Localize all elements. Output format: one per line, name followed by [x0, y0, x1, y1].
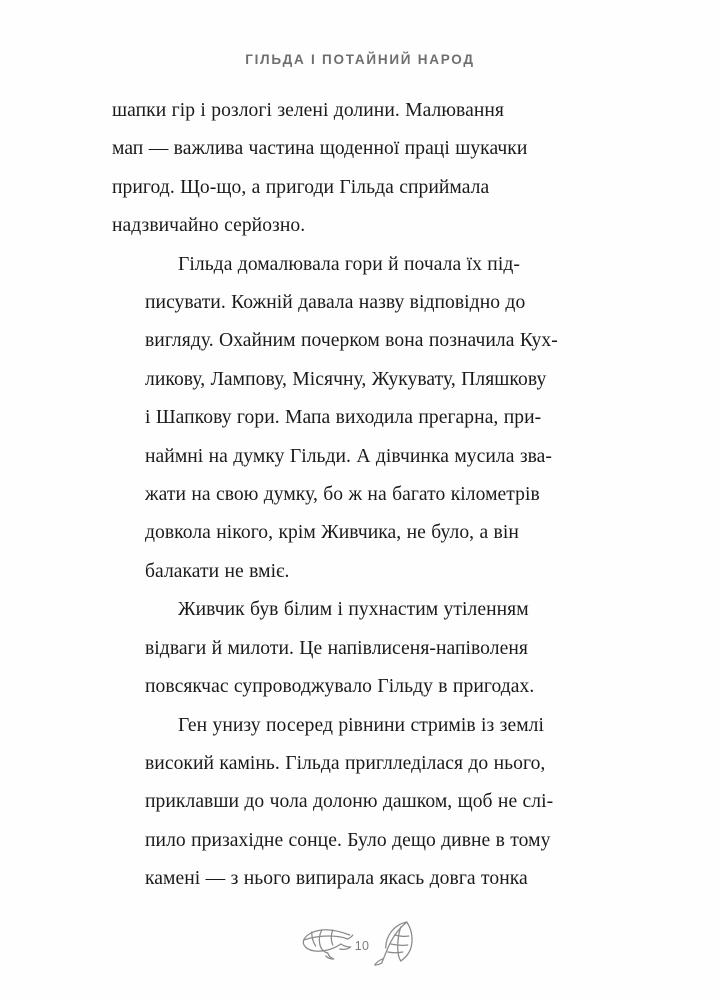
- text-line: пило призахідне сонце. Було дещо дивне в тому: [145, 829, 551, 851]
- text-line: вигляду. Охайним почерком вона позначила Кух-: [145, 330, 558, 352]
- paragraph: [112, 92, 612, 246]
- paragraph: [112, 591, 612, 706]
- text-line: приклавши до чола долоню дашком, щоб не слі-: [145, 791, 554, 813]
- text-line: надзвичайно серйозно.: [112, 215, 306, 237]
- text-line: Гільда домалювала гори й почала їх під-: [178, 253, 520, 275]
- leaf-feather-ornament-icon: [370, 918, 422, 966]
- paragraph: [112, 246, 612, 592]
- text-line: високий камінь. Гільда приглледілася до нього,: [145, 752, 546, 774]
- text-line: повсякчас супроводжувало Гільду в пригодах.: [145, 676, 535, 698]
- text-line: жати на свою думку, бо ж на багато кілометрів: [145, 484, 540, 506]
- text-line: мап — важлива частина щоденної праці шукачки: [112, 138, 528, 160]
- text-line: Ген унизу посеред рівнини стримів із землі: [178, 714, 544, 736]
- text-line: і Шапкову гори. Мапа виходила прегарна, при-: [145, 407, 542, 429]
- leaf-sprig-ornament-icon: [298, 921, 354, 963]
- footer-ornament-group: [298, 918, 423, 966]
- text-line: Живчик був білим і пухнастим утіленням: [178, 599, 529, 621]
- body-text-block: [112, 92, 612, 899]
- text-line: балакати не вміє.: [145, 560, 290, 582]
- text-line: камені — з нього випирала якась довга тонка: [145, 868, 528, 890]
- text-line: пригод. Що-що, а пригоди Гільда сприймала: [112, 176, 490, 198]
- page-number: 10: [354, 939, 370, 953]
- text-line: писувати. Кожній давала назву відповідно до: [145, 292, 526, 314]
- text-line: шапки гір і розлогі зелені долини. Малювання: [112, 100, 504, 121]
- text-line: наймні на думку Гільди. А дівчинка мусила зва-: [145, 445, 552, 467]
- paragraph: [112, 707, 612, 899]
- running-head: ГІЛЬДА І ПОТАЙНИЙ НАРОД: [245, 52, 475, 67]
- text-line: відваги й милоти. Це напівлисеня-напіволеня: [145, 637, 528, 659]
- text-line: ликову, Лампову, Місячну, Жукувату, Пляшкову: [145, 368, 547, 390]
- text-line: довкола нікого, крім Живчика, не було, а він: [145, 522, 519, 544]
- page-footer: [0, 918, 720, 980]
